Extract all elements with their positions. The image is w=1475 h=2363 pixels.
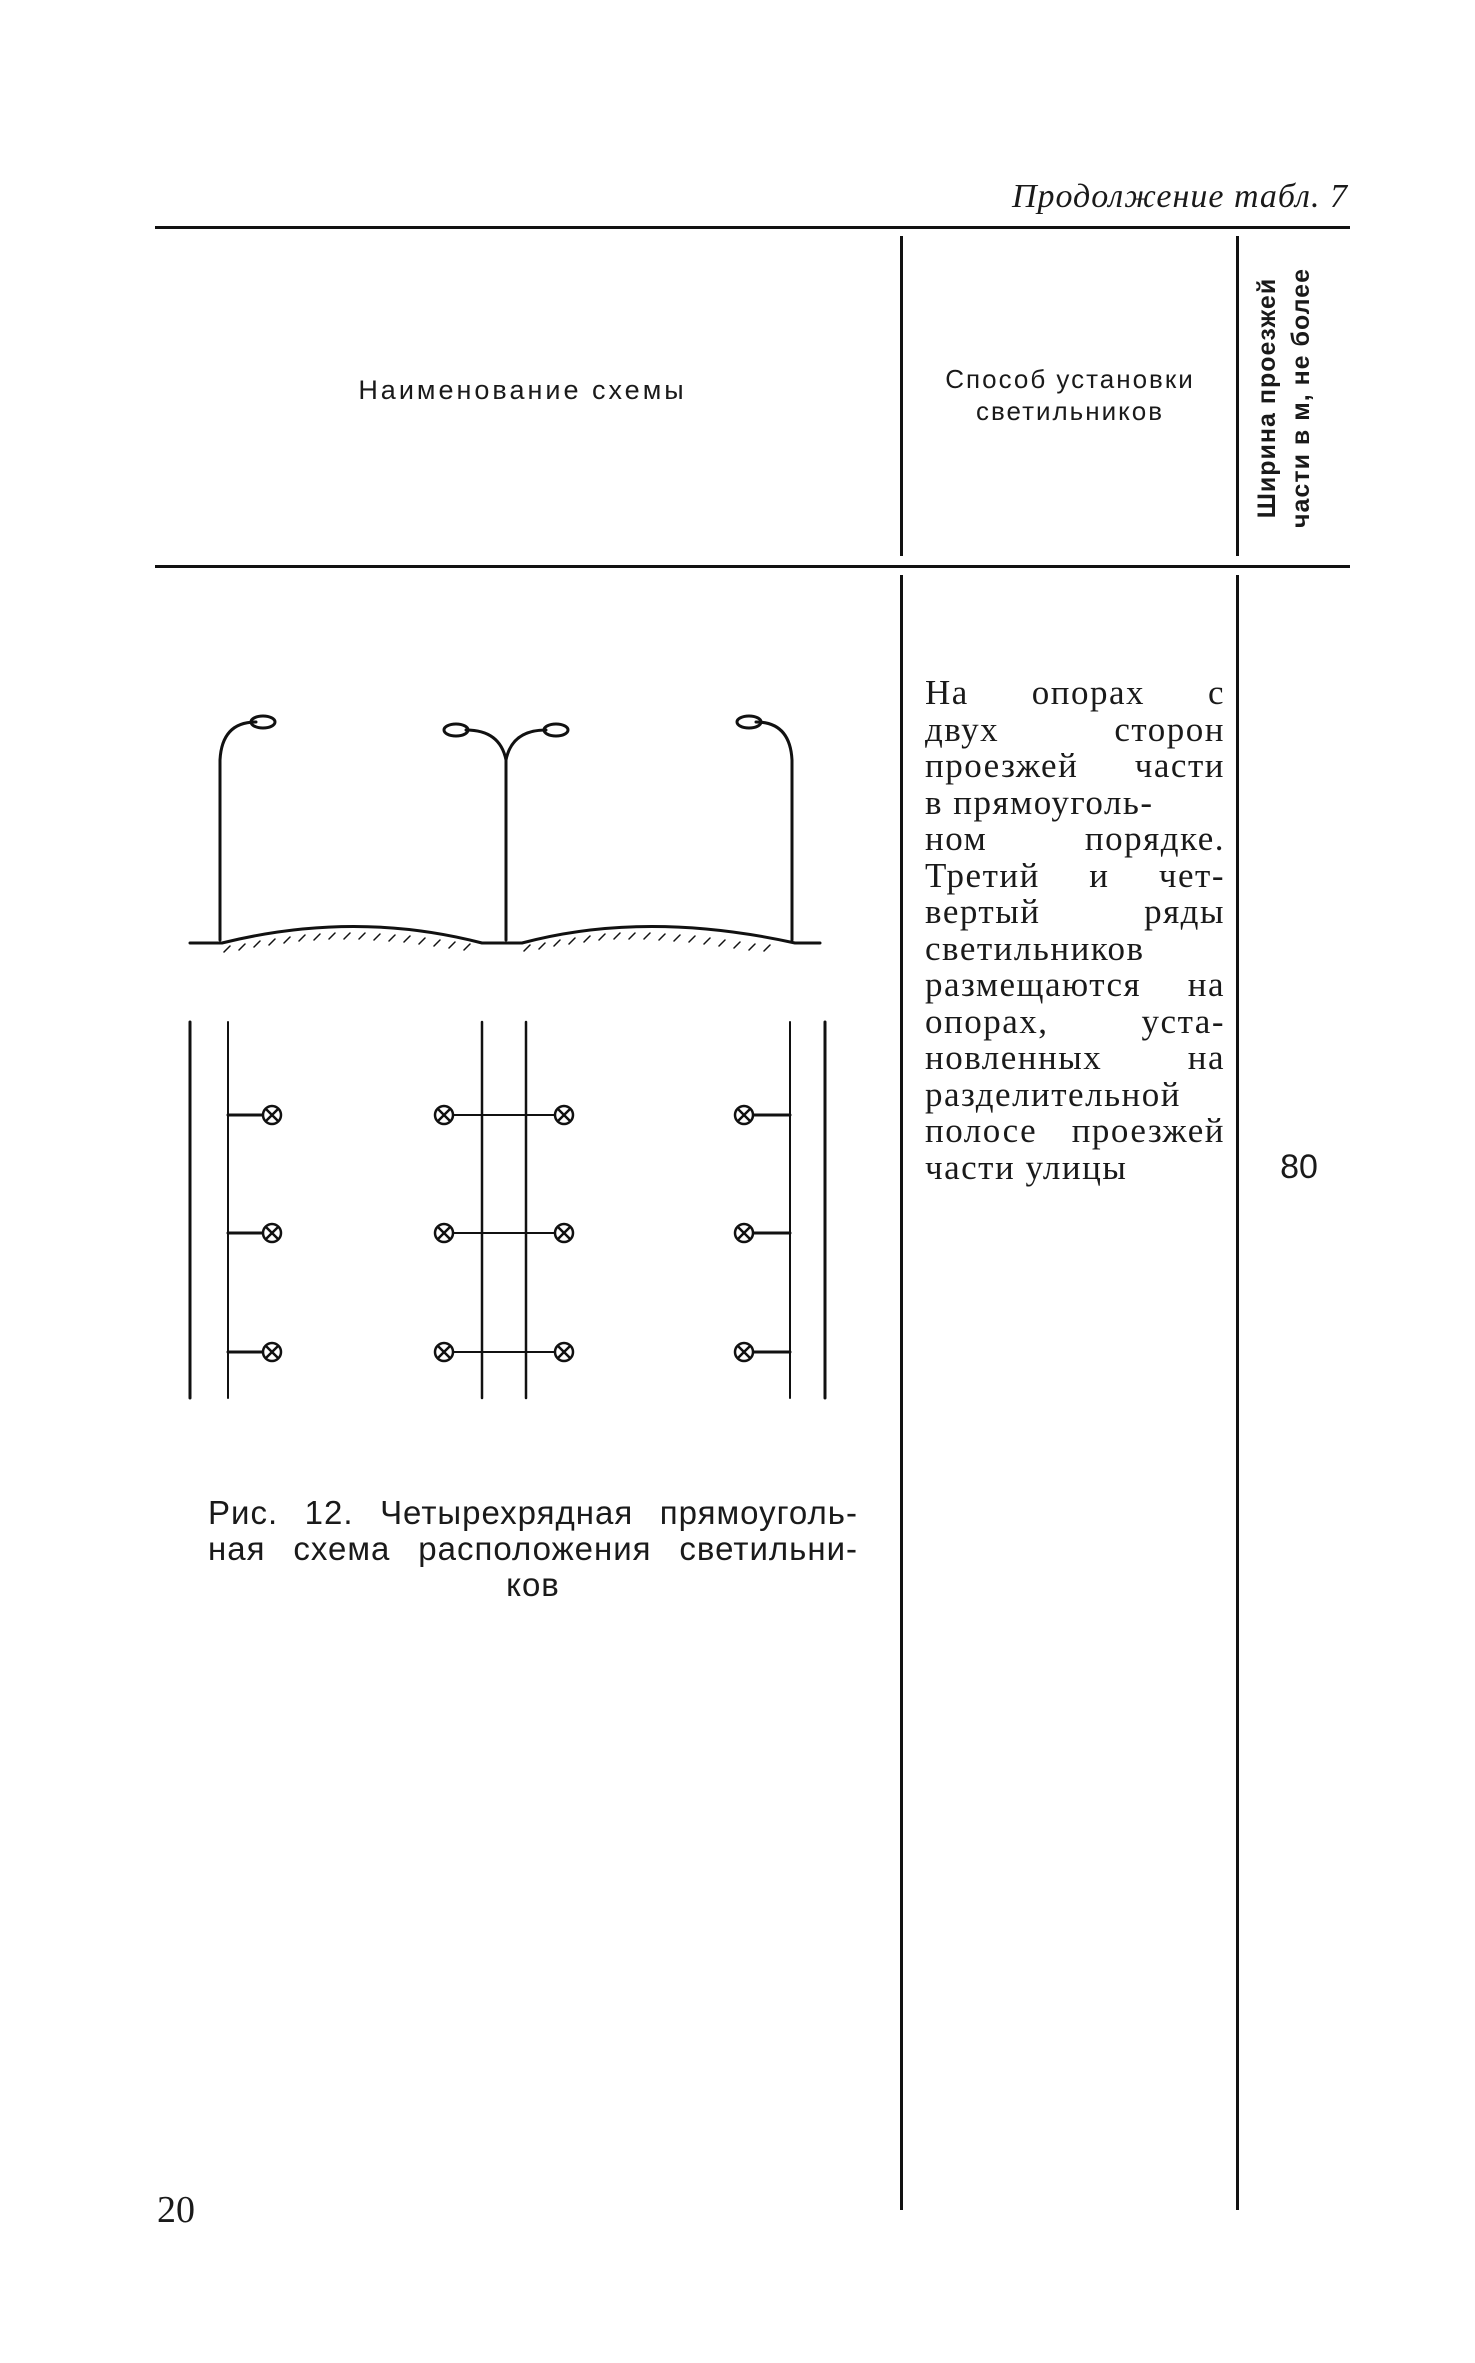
header-bottom-rule <box>155 565 1350 568</box>
method-line: вертый ряды <box>925 892 1225 931</box>
lamp-pole-left <box>220 722 256 940</box>
column-divider-1 <box>900 236 903 556</box>
luminaire-symbol-icon <box>435 1106 453 1124</box>
method-line: полосе проезжей <box>925 1111 1225 1150</box>
continuation-label: Продолжение табл. 7 <box>1011 178 1348 215</box>
caption-line: ков <box>506 1566 560 1603</box>
method-line: проезжей части <box>925 746 1225 785</box>
header-roadway-width <box>1250 248 1345 548</box>
roadway-width-value: 80 <box>1280 1148 1318 1186</box>
luminaire-symbol-icon <box>263 1106 281 1124</box>
luminaire-symbol-icon <box>555 1343 573 1361</box>
luminaire-symbol-icon <box>735 1343 753 1361</box>
luminaire-symbol-icon <box>263 1224 281 1242</box>
method-line: На опорах с <box>925 673 1225 712</box>
method-line: опорах, уста- <box>925 1001 1225 1041</box>
page-number: 20 <box>157 2189 195 2231</box>
luminaire-symbol-icon <box>263 1343 281 1361</box>
luminaire-symbol-icon <box>555 1106 573 1124</box>
luminaire-symbol-icon <box>735 1106 753 1124</box>
figure-caption <box>208 1495 858 1603</box>
luminaire-symbol-icon <box>735 1224 753 1242</box>
method-line: светильников <box>925 928 1145 968</box>
lamp-pole-right <box>756 722 792 940</box>
luminaire-symbol-icon <box>435 1343 453 1361</box>
header-roadway-width-line1: Ширина проезжей <box>1253 277 1281 519</box>
column-divider-2-body <box>1236 575 1239 2210</box>
header-installation-method <box>910 363 1230 427</box>
luminaire-center-left-icon <box>444 724 468 736</box>
method-line: размещаются на <box>925 965 1225 1004</box>
table-top-rule <box>155 226 1350 229</box>
column-divider-1-body <box>900 575 903 2210</box>
method-line: части улицы <box>925 1147 1128 1187</box>
luminaire-center-right-icon <box>544 724 568 736</box>
header-scheme-name: Наименование схемы <box>358 375 687 405</box>
header-roadway-width-line2: части в м, не более <box>1287 268 1315 528</box>
lighting-scheme-figure <box>170 700 850 1420</box>
header-installation-method-line2: светильников <box>975 396 1165 426</box>
caption-line: Рис. 12. Четырехрядная прямоуголь- <box>208 1494 858 1531</box>
method-line: новленных на <box>925 1038 1225 1077</box>
method-line: ном порядке. <box>925 819 1225 858</box>
lamp-pole-center <box>466 730 546 940</box>
method-line: двух сторон <box>925 709 1225 749</box>
method-line: в прямоуголь- <box>925 782 1154 822</box>
method-line: разделительной <box>925 1074 1181 1114</box>
installation-method-text <box>925 675 1225 1186</box>
method-line: Третий и чет- <box>925 855 1225 895</box>
column-divider-2 <box>1236 236 1239 556</box>
luminaire-symbol-icon <box>435 1224 453 1242</box>
caption-line: ная схема расположения светильни- <box>208 1530 858 1567</box>
luminaire-symbol-icon <box>555 1224 573 1242</box>
header-installation-method-line1: Способ установки <box>945 364 1195 394</box>
